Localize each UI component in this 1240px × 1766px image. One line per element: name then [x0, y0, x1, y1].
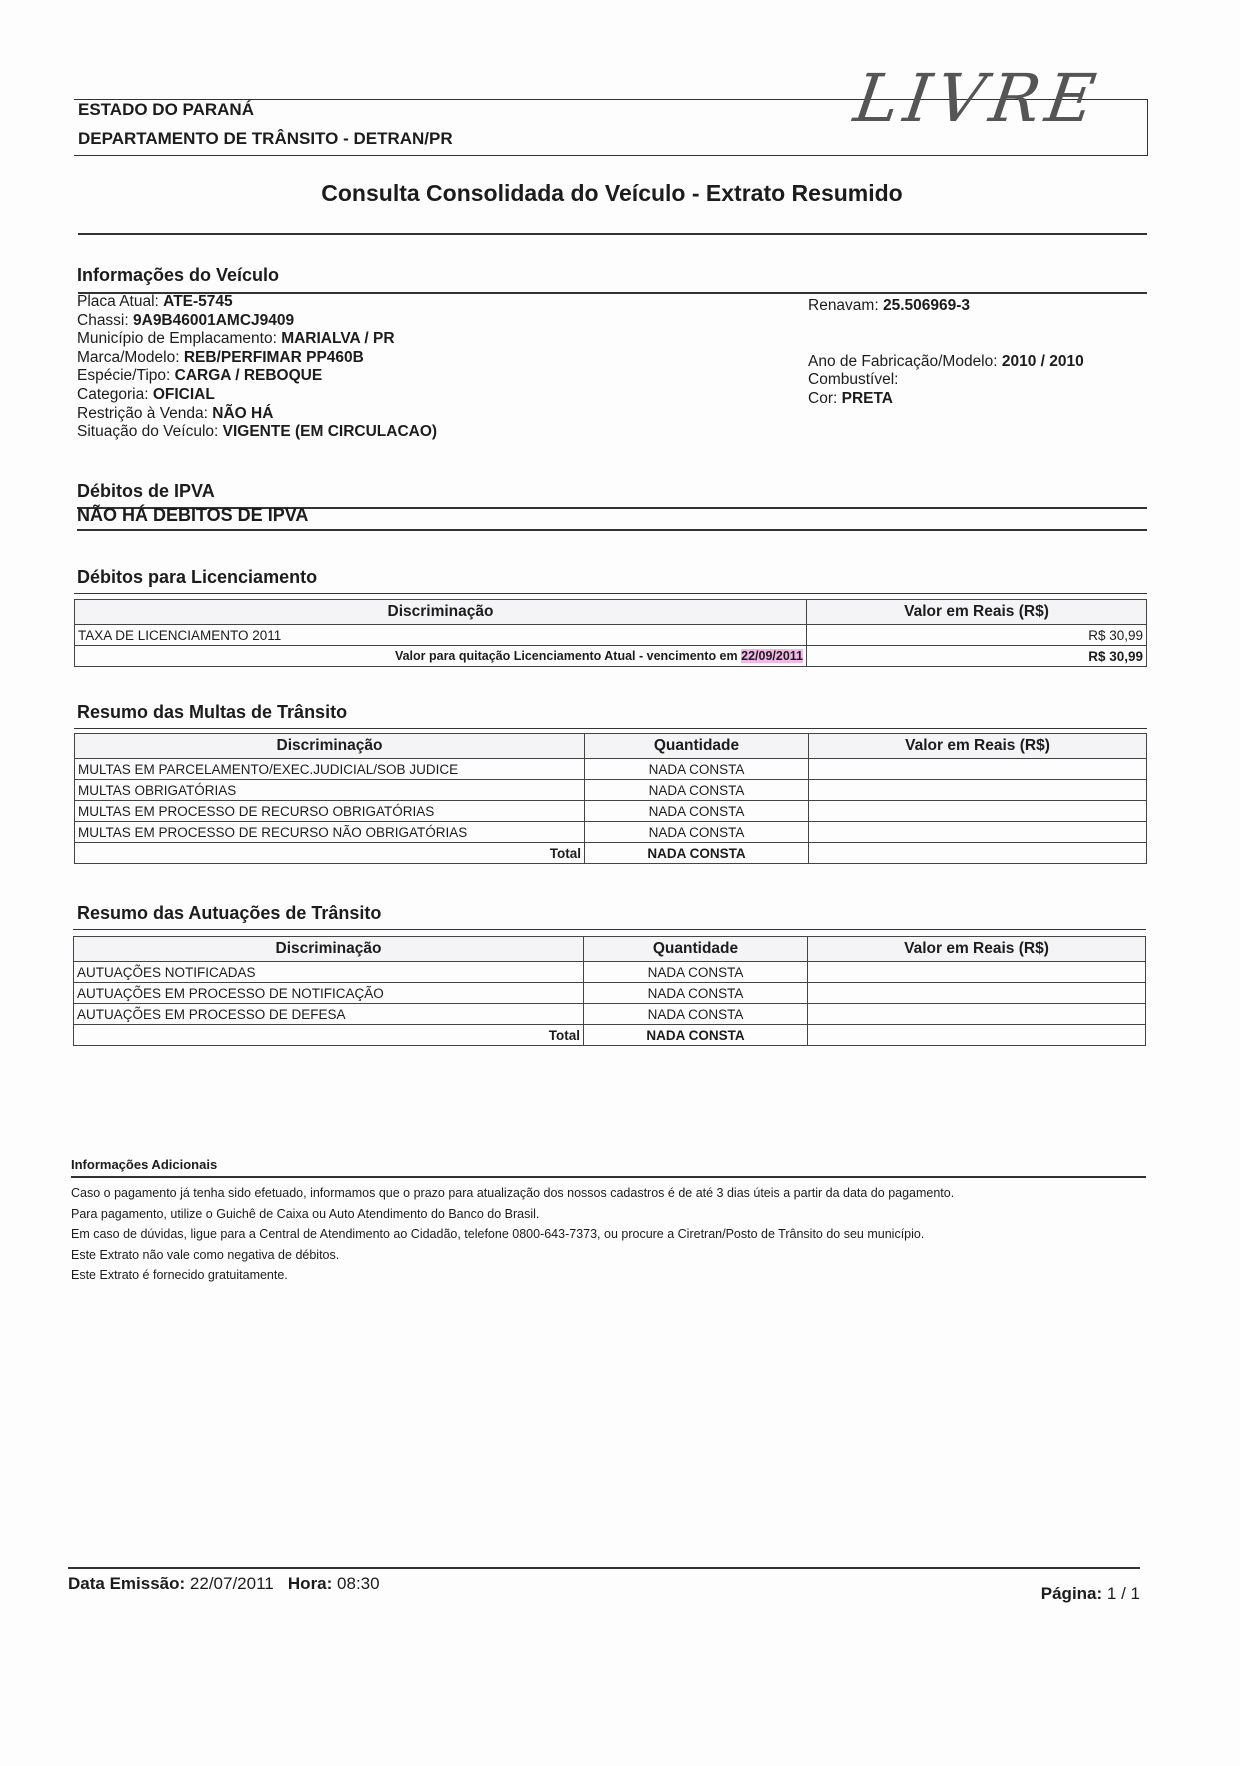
field-label: Categoria: — [77, 385, 149, 403]
row-desc: MULTAS EM PROCESSO DE RECURSO OBRIGATÓRIAS — [75, 801, 585, 822]
row-value — [809, 759, 1147, 780]
field-label: Situação do Veículo: — [77, 423, 219, 441]
row-qty: NADA CONSTA — [585, 822, 809, 843]
field-label: Ano de Fabricação/Modelo: — [808, 352, 998, 370]
field-value: REB/PERFIMAR PP460B — [183, 348, 364, 366]
info-line: Este Extrato é fornecido gratuitamente. — [71, 1268, 288, 1282]
field-value: CARGA / REBOQUE — [174, 367, 323, 385]
row-value — [808, 962, 1146, 983]
field-label: Município de Emplacamento: — [77, 330, 277, 348]
row-value — [809, 801, 1147, 822]
info-line: Para pagamento, utilize o Guichê de Caixa ou Auto Atendimento do Banco do Brasil. — [71, 1206, 540, 1221]
table-row — [75, 625, 1147, 646]
table-row — [74, 983, 1146, 1004]
table-row — [75, 759, 1147, 780]
field-label: Espécie/Tipo: — [77, 367, 171, 385]
table-row — [75, 780, 1147, 801]
row-desc: AUTUAÇÕES EM PROCESSO DE DEFESA — [74, 1004, 584, 1025]
field-label: Cor: — [808, 389, 838, 407]
col-header: Quantidade — [585, 734, 809, 759]
emission-time: 08:30 — [337, 1574, 380, 1593]
total-row — [75, 843, 1147, 864]
row-qty: NADA CONSTA — [585, 801, 809, 822]
handwritten-note: LIVRE — [849, 60, 1106, 137]
col-header: Valor em Reais (R$) — [809, 734, 1147, 759]
col-header: Quantidade — [584, 937, 808, 962]
row-qty: NADA CONSTA — [584, 983, 808, 1004]
vehicle-field — [77, 367, 437, 386]
row-value: R$ 30,99 — [807, 625, 1147, 646]
table-row — [75, 801, 1147, 822]
state-name: ESTADO DO PARANÁ — [78, 100, 254, 119]
row-desc: AUTUAÇÕES NOTIFICADAS — [74, 962, 584, 983]
multas-table — [74, 733, 1147, 864]
table-row — [75, 822, 1147, 843]
autuacoes-table — [73, 936, 1146, 1046]
field-label: Marca/Modelo: — [77, 348, 180, 366]
total-label: Total — [74, 1025, 584, 1046]
ipva-heading: Débitos de IPVA — [77, 481, 215, 501]
info-heading: Informações Adicionais — [71, 1157, 218, 1172]
total-value: R$ 30,99 — [807, 646, 1147, 667]
vehicle-field — [808, 371, 1084, 390]
due-date: 22/09/2011 — [741, 649, 803, 663]
info-lines — [71, 1183, 954, 1286]
total-row — [74, 1025, 1146, 1046]
field-value: 9A9B46001AMCJ9409 — [133, 311, 295, 329]
col-header: Discriminação — [74, 937, 584, 962]
field-value: VIGENTE (EM CIRCULACAO) — [222, 423, 438, 441]
total-qty: NADA CONSTA — [585, 843, 809, 864]
ipva-status: NÃO HÁ DEBITOS DE IPVA — [77, 505, 309, 525]
vehicle-field — [808, 390, 1084, 409]
total-row — [75, 646, 1147, 667]
multas-heading: Resumo das Multas de Trânsito — [77, 702, 348, 722]
department-name: DEPARTAMENTO DE TRÂNSITO - DETRAN/PR — [78, 129, 453, 148]
licenciamento-heading: Débitos para Licenciamento — [77, 567, 318, 587]
row-qty: NADA CONSTA — [584, 962, 808, 983]
vehicle-fields-left — [77, 293, 437, 442]
time-label: Hora: — [287, 1574, 333, 1593]
field-value: 25.506969-3 — [882, 297, 971, 314]
row-value — [808, 1004, 1146, 1025]
divider — [74, 728, 1147, 729]
date-label: Data Emissão: — [68, 1574, 186, 1593]
field-value: NÃO HÁ — [212, 404, 274, 422]
row-qty: NADA CONSTA — [585, 780, 809, 801]
col-header: Valor em Reais (R$) — [807, 600, 1147, 625]
field-value: ATE-5745 — [163, 293, 233, 310]
vehicle-fields-right — [808, 297, 1084, 408]
row-qty: NADA CONSTA — [585, 759, 809, 780]
page-label: Página: — [1040, 1584, 1103, 1603]
page-title: Consulta Consolidada do Veículo - Extrato Resumido — [321, 180, 903, 206]
row-desc: AUTUAÇÕES EM PROCESSO DE NOTIFICAÇÃO — [74, 983, 584, 1004]
info-line: Caso o pagamento já tenha sido efetuado, informamos que o prazo para atualização dos nossos cadastros é de até 3 dias úteis a partir da data do pagamento. — [71, 1186, 955, 1200]
field-label: Restrição à Venda: — [77, 404, 208, 422]
divider — [78, 233, 1147, 235]
row-value — [809, 780, 1147, 801]
row-desc: TAXA DE LICENCIAMENTO 2011 — [75, 625, 807, 646]
row-value — [808, 983, 1146, 1004]
total-value — [809, 843, 1147, 864]
field-value: OFICIAL — [152, 385, 215, 403]
vehicle-field — [77, 330, 437, 349]
vehicle-field — [77, 386, 437, 405]
field-label: Chassi: — [77, 311, 129, 329]
page-number: 1 / 1 — [1106, 1584, 1140, 1603]
row-desc: MULTAS OBRIGATÓRIAS — [75, 780, 585, 801]
table-row — [74, 1004, 1146, 1025]
divider — [77, 529, 1147, 531]
divider — [73, 929, 1146, 930]
licenciamento-table — [74, 599, 1147, 667]
field-label: Renavam: — [808, 297, 879, 314]
total-value — [808, 1025, 1146, 1046]
field-value: 2010 / 2010 — [1001, 352, 1084, 370]
col-header: Discriminação — [75, 600, 807, 625]
vehicle-field — [808, 353, 1084, 372]
row-desc: MULTAS EM PARCELAMENTO/EXEC.JUDICIAL/SOB JUDICE — [75, 759, 585, 780]
divider — [71, 1176, 1146, 1178]
vehicle-field — [77, 405, 437, 424]
emission-date: 22/07/2011 — [189, 1574, 274, 1593]
row-qty: NADA CONSTA — [584, 1004, 808, 1025]
field-label: Placa Atual: — [77, 293, 159, 310]
total-qty: NADA CONSTA — [584, 1025, 808, 1046]
vehicle-field — [77, 293, 437, 312]
col-header: Valor em Reais (R$) — [808, 937, 1146, 962]
total-label: Valor para quitação Licenciamento Atual - vencimento em — [394, 649, 738, 663]
field-value: PRETA — [841, 389, 893, 407]
total-label: Total — [75, 843, 585, 864]
vehicle-field — [77, 312, 437, 331]
vehicle-field — [808, 297, 1084, 316]
vehicle-heading: Informações do Veículo — [77, 265, 280, 285]
row-desc: MULTAS EM PROCESSO DE RECURSO NÃO OBRIGATÓRIAS — [75, 822, 585, 843]
vehicle-field — [77, 423, 437, 442]
row-value — [809, 822, 1147, 843]
autuacoes-heading: Resumo das Autuações de Trânsito — [77, 903, 382, 923]
info-line: Este Extrato não vale como negativa de débitos. — [71, 1247, 340, 1262]
divider — [68, 1567, 1140, 1569]
divider — [74, 593, 1147, 594]
table-row — [74, 962, 1146, 983]
info-line: Em caso de dúvidas, ligue para a Central de Atendimento ao Cidadão, telefone 0800-643-7373, ou procure a Ciretran/Posto de Trânsito do seu município. — [71, 1227, 925, 1241]
field-label: Combustível: — [808, 371, 899, 389]
vehicle-field — [77, 349, 437, 368]
col-header: Discriminação — [75, 734, 585, 759]
field-value: MARIALVA / PR — [281, 330, 395, 348]
